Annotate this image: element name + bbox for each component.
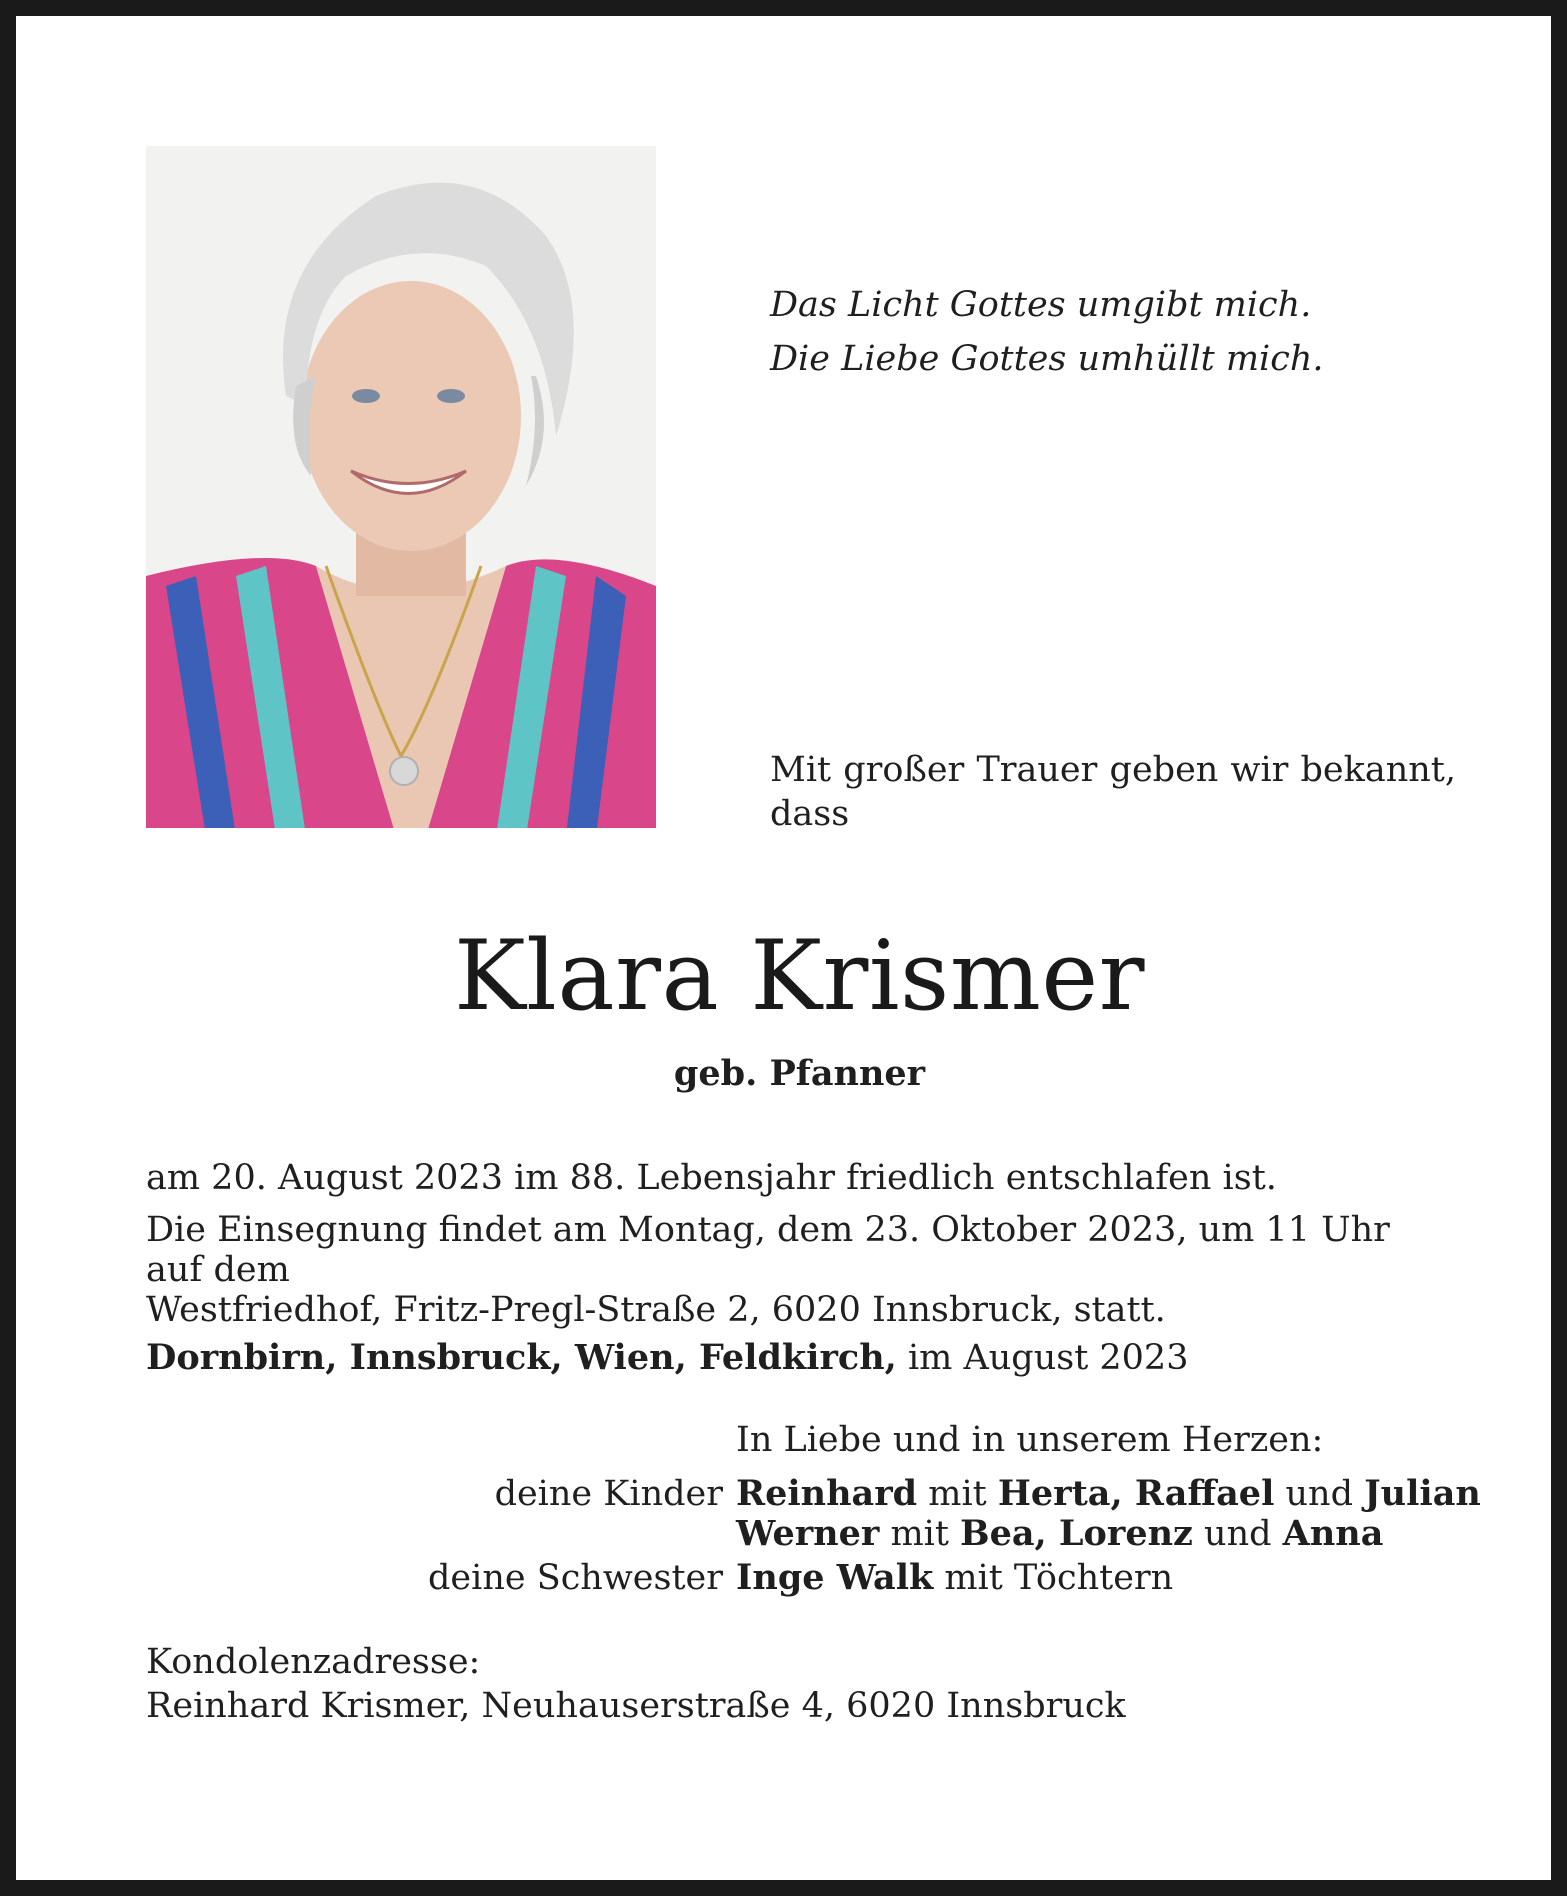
motto-line-1: Das Licht Gottes umgibt mich. [770,285,1312,325]
relative-name: Inge Walk [736,1557,934,1598]
relative-name: Bea, Lorenz [960,1513,1193,1554]
condolence-address-text: Reinhard Krismer, Neuhauserstraße 4, 6020 Innsbruck [146,1686,1126,1726]
places: Dornbirn, Innsbruck, Wien, Feldkirch, [146,1337,897,1378]
connector-text: und [1274,1474,1365,1514]
motto-quote [770,278,1324,386]
family-heading: In Liebe und in unserem Herzen: [736,1420,1324,1460]
relative-name: Julian [1364,1473,1481,1514]
condolence-address [146,1640,1126,1728]
ceremony-line-2: Westfriedhof, Fritz-Pregl-Straße 2, 6020 Innsbruck, statt. [146,1290,1166,1330]
ceremony-info [146,1210,1456,1330]
relative-name: Anna [1282,1513,1384,1554]
relative-names [736,1514,1383,1554]
portrait-illustration [146,146,656,828]
announcement-intro: Mit großer Trauer geben wir bekannt, dass [770,750,1456,834]
relative-name: Herta, Raffael [997,1473,1275,1514]
relation-label: deine Kinder [494,1474,723,1514]
motto-line-2: Die Liebe Gottes umhüllt mich. [770,339,1324,379]
place-and-date [146,1338,1456,1378]
family-row [16,1514,1567,1558]
portrait-photo-icon [146,146,656,828]
relative-names [736,1558,1173,1598]
relation-label: deine Schwester [428,1558,723,1598]
announcement-date: im August 2023 [896,1338,1189,1378]
relative-names [736,1474,1481,1514]
ceremony-line-1: Die Einsegnung findet am Montag, dem 23. Oktober 2023, um 11 Uhr auf dem [146,1210,1390,1290]
death-statement: am 20. August 2023 im 88. Lebensjahr friedlich entschlafen ist. [146,1158,1277,1198]
deceased-name: Klara Krismer [453,920,1146,1032]
relative-name: Reinhard [736,1473,918,1514]
connector-text: und [1192,1514,1283,1554]
condolence-label: Kondolenzadresse: [146,1642,481,1682]
connector-text: mit Töchtern [933,1558,1174,1598]
relative-name: Werner [736,1513,880,1554]
family-row [16,1474,1567,1518]
maiden-name: geb. Pfanner [673,1053,926,1094]
connector-text: mit [879,1514,961,1554]
family-row [16,1558,1567,1602]
connector-text: mit [917,1474,998,1514]
